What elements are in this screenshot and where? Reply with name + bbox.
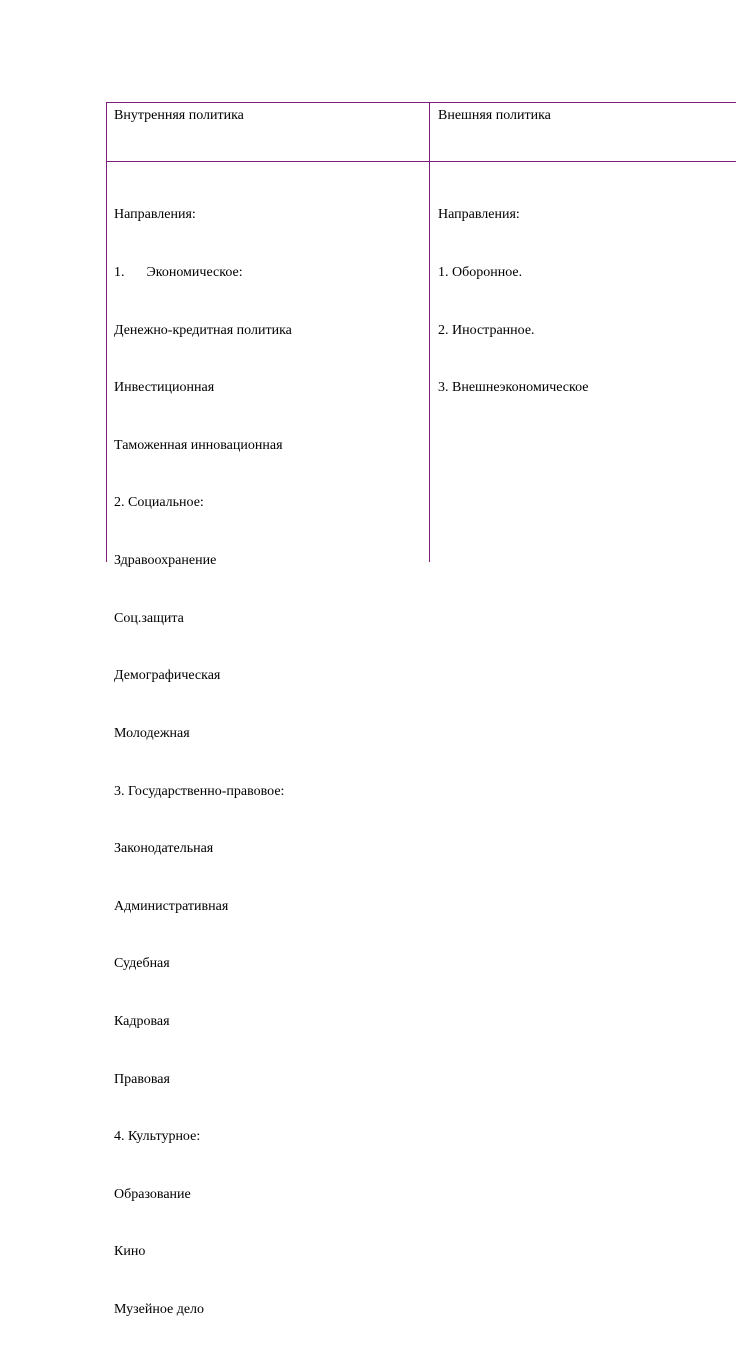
list-item: Кино [114,1244,146,1260]
header-internal-policy: Внутренняя политика [114,108,244,123]
list-item: Инвестиционная [114,380,215,396]
header-bottom-border [106,161,736,162]
list-item: 4. Культурное: [114,1129,201,1145]
header-external-policy: Внешняя политика [438,108,551,123]
external-directions-list [438,167,589,436]
list-item: Законодательная [114,841,214,857]
list-item: Административная [114,898,229,914]
list-item: Правовая [114,1071,170,1087]
list-item: 2. Иностранное. [438,322,535,338]
list-item: Музейное дело [114,1301,205,1317]
internal-directions-list [114,167,292,1358]
column-divider [429,102,430,562]
list-item: Здравоохранение [114,553,217,569]
list-item: Направления: [114,207,196,223]
table-top-border [106,102,736,103]
list-item: Судебная [114,956,170,972]
list-item: 3. Государственно-правовое: [114,783,285,799]
list-item: Таможенная инновационная [114,437,283,453]
list-item: Направления: [438,207,520,223]
list-item: 2. Социальное: [114,495,204,511]
list-item: Кадровая [114,1013,170,1029]
list-item: 3. Внешнеэкономическое [438,380,589,396]
policy-table [106,102,736,1317]
list-item: Соц.защита [114,610,184,626]
list-item: Образование [114,1186,191,1202]
list-item: Демографическая [114,668,221,684]
table-left-border [106,102,107,562]
list-number: 1. [114,265,125,281]
list-item: Молодежная [114,725,190,741]
list-item [114,263,292,282]
list-item: 1. Оборонное. [438,265,523,281]
list-item: Денежно-кредитная политика [114,322,292,338]
list-heading: Экономическое: [146,265,243,281]
